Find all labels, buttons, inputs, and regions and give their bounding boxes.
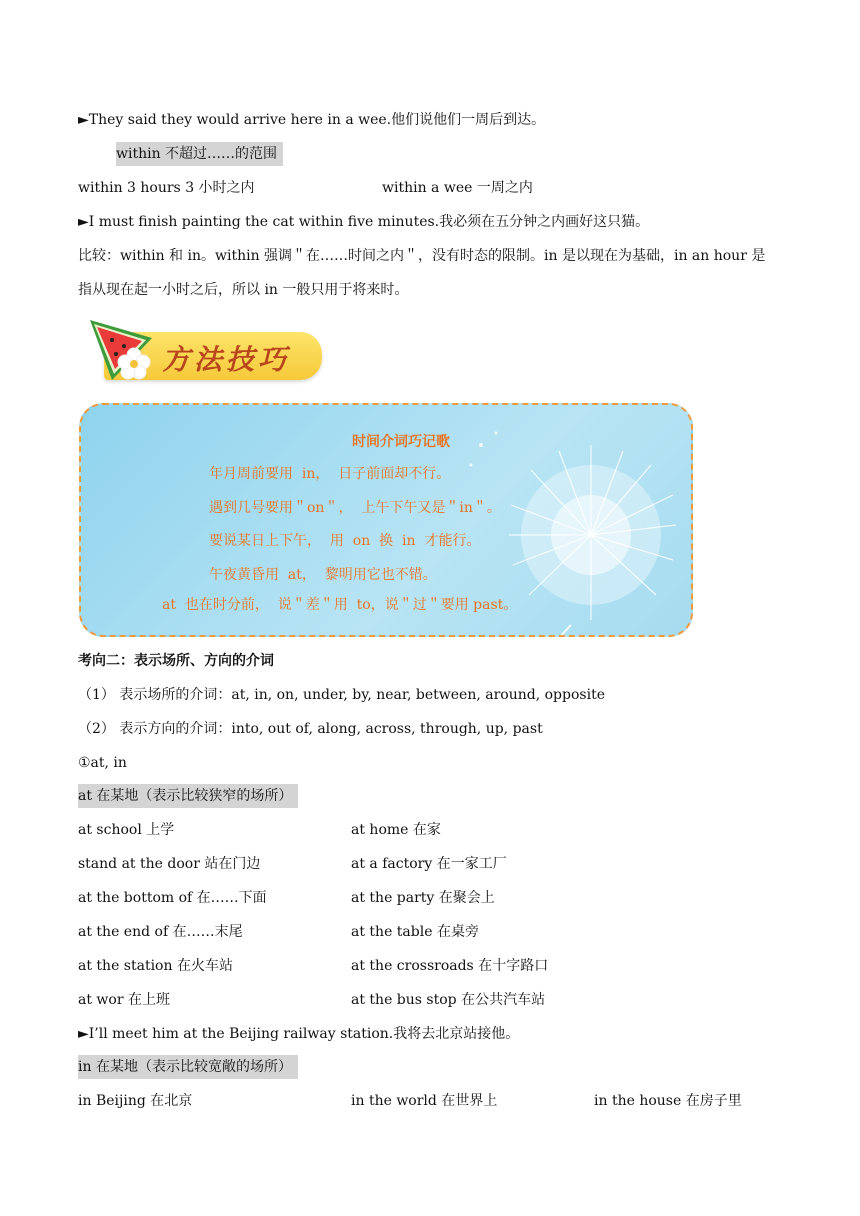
list-item: at the bottom of 在……下面 bbox=[78, 890, 267, 906]
rhyme-line-5: at 也在时分前， 说＂差＂用 to，说＂过＂要用 past。 bbox=[162, 597, 518, 613]
example-sentence-station: ►I’ll meet him at the Beijing railway station.我将去北京站接他。 bbox=[78, 1026, 520, 1042]
rhyme-line-1: 年月周前要用 in， 日子前面却不行。 bbox=[209, 466, 451, 482]
at-heading bbox=[78, 786, 298, 806]
in-heading-text: in 在某地（表示比较宽敞的场所） bbox=[78, 1055, 298, 1079]
subsection-at-in: ①at, in bbox=[78, 755, 127, 771]
list-item: at the bus stop 在公共汽车站 bbox=[351, 992, 546, 1008]
list-item: at the party 在聚会上 bbox=[351, 890, 495, 906]
list-item: in the world 在世界上 bbox=[351, 1093, 498, 1109]
section-heading: 考向二：表示场所、方向的介词 bbox=[78, 653, 274, 669]
list-item: at the table 在桌旁 bbox=[351, 924, 479, 940]
rhyme-line-2: 遇到几号要用＂on＂， 上午下午又是＂in＂。 bbox=[209, 500, 501, 516]
list-item: at a factory 在一家工厂 bbox=[351, 856, 507, 872]
within-example-week: within a wee 一周之内 bbox=[382, 180, 533, 196]
method-tips-banner bbox=[76, 308, 326, 390]
list-item: in Beijing 在北京 bbox=[78, 1093, 193, 1109]
within-heading-text: within 不超过……的范围 bbox=[116, 142, 283, 166]
rhyme-box bbox=[79, 403, 693, 637]
rhyme-title: 时间介词巧记歌 bbox=[352, 434, 450, 450]
watermelon-icon bbox=[82, 310, 162, 390]
list-item: at the crossroads 在十字路口 bbox=[351, 958, 549, 974]
in-heading bbox=[78, 1057, 298, 1077]
list-item: stand at the door 站在门边 bbox=[78, 856, 261, 872]
example-sentence-arrive: ►They said they would arrive here in a wee.他们说他们一周后到达。 bbox=[78, 112, 546, 128]
list-item: at wor 在上班 bbox=[78, 992, 170, 1008]
example-sentence-cat: ►I must finish painting the cat within five minutes.我必须在五分钟之内画好这只猫。 bbox=[78, 214, 650, 230]
rhyme-line-3: 要说某日上下午， 用 on 换 in 才能行。 bbox=[209, 533, 481, 549]
list-item: at the station 在火车站 bbox=[78, 958, 233, 974]
place-prepositions-item: （1） 表示场所的介词：at, in, on, under, by, near, between, around, opposite bbox=[78, 687, 605, 703]
at-heading-text: at 在某地（表示比较狭窄的场所） bbox=[78, 784, 298, 808]
compare-paragraph-line2: 指从现在起一小时之后，所以 in 一般只用于将来时。 bbox=[78, 282, 409, 298]
list-item: at home 在家 bbox=[351, 822, 441, 838]
compare-paragraph-line1: 比较：within 和 in。within 强调＂在……时间之内＂，没有时态的限制。in 是以现在为基础，in an hour 是 bbox=[78, 248, 766, 264]
list-item: in the house 在房子里 bbox=[594, 1093, 742, 1109]
rhyme-line-4: 午夜黄昏用 at， 黎明用它也不错。 bbox=[209, 567, 437, 583]
within-heading bbox=[116, 144, 283, 164]
list-item: at school 上学 bbox=[78, 822, 175, 838]
direction-prepositions-item: （2） 表示方向的介词：into, out of, along, across, through, up, past bbox=[78, 721, 543, 737]
banner-title: 方法技巧 bbox=[162, 343, 291, 376]
within-example-hours: within 3 hours 3 小时之内 bbox=[78, 180, 255, 196]
list-item: at the end of 在……末尾 bbox=[78, 924, 243, 940]
